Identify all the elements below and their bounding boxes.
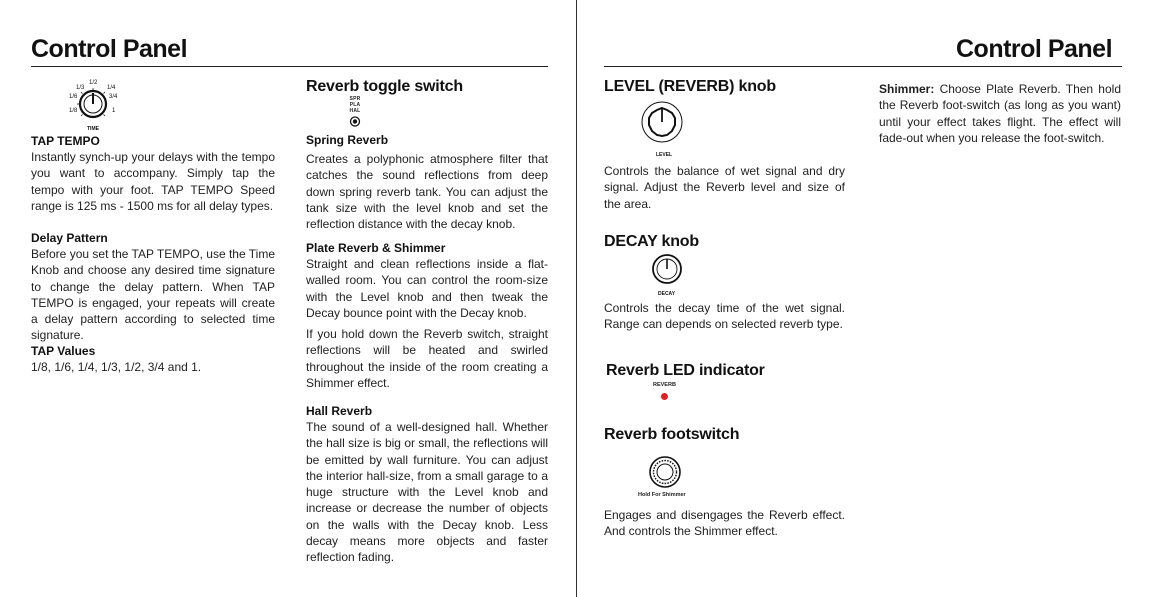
reverb-toggle-switch bbox=[342, 96, 368, 132]
toggle-label-spring: SPR bbox=[349, 96, 361, 102]
left-title-rule bbox=[31, 66, 548, 67]
time-knob-fraction: 1/2 bbox=[89, 80, 98, 86]
right-page-title: Control Panel bbox=[956, 35, 1113, 63]
toggle-label-plate: PLA bbox=[349, 102, 361, 108]
left-page-title: Control Panel bbox=[31, 35, 188, 63]
right-title-rule bbox=[604, 66, 1122, 67]
decay-knob-icon bbox=[650, 252, 688, 298]
time-knob-fraction: 1/3 bbox=[76, 85, 85, 91]
reverb-led-heading: Reverb LED indicator bbox=[606, 362, 765, 379]
shimmer-label: Shimmer: bbox=[879, 82, 935, 96]
footswitch-label: Hold For Shimmer bbox=[638, 492, 686, 498]
time-knob-fraction: 1/6 bbox=[69, 94, 78, 100]
toggle-label-hall: HAL bbox=[349, 108, 361, 114]
reverb-led-indicator bbox=[661, 393, 668, 400]
delay-pattern-heading: Delay Pattern bbox=[31, 231, 108, 245]
tap-tempo-heading: TAP TEMPO bbox=[31, 134, 100, 148]
shimmer-hold-body: If you hold down the Reverb switch, straight reflections will be heated and swirled throughout the inside of the room creating a Shimmer effect. bbox=[306, 327, 548, 390]
footswitch-icon bbox=[644, 455, 688, 493]
decay-knob-body: Controls the decay time of the wet signal. Range can depends on selected reverb type. bbox=[604, 301, 845, 332]
level-knob-label: LEVEL bbox=[656, 152, 673, 158]
hall-reverb-heading: Hall Reverb bbox=[306, 404, 373, 418]
level-knob-heading: LEVEL (REVERB) knob bbox=[604, 78, 776, 95]
level-knob-body: Controls the balance of wet signal and dry signal. Adjust the Reverb level and size of the area. bbox=[604, 164, 845, 211]
time-knob-label: TIME bbox=[87, 126, 99, 132]
time-knob-fraction: 1/8 bbox=[69, 108, 78, 114]
toggle-switch-icon bbox=[342, 116, 368, 127]
time-knob-fraction: 1/4 bbox=[107, 85, 116, 91]
time-knob-icon bbox=[60, 76, 130, 134]
hall-reverb-body: The sound of a well-designed hall. Whether the hall size is big or small, the reflections will be emitted by wall furniture. You can adjust the interior hall-size, from a small garage to a huge structure with the Level knob and increase or decrease the number of objects on the walls with the Decay knob. Less decay means more objects and faster reflection fading. bbox=[306, 420, 548, 565]
spring-reverb-heading: Spring Reverb bbox=[306, 133, 389, 147]
time-knob-fraction: 3/4 bbox=[109, 94, 118, 100]
plate-reverb-heading: Plate Reverb & Shimmer bbox=[306, 241, 446, 255]
footswitch-body: Engages and disengages the Reverb effect. And controls the Shimmer effect. bbox=[604, 508, 845, 539]
plate-reverb-body: Straight and clean reflections inside a flat-walled room. You can control the room-size with the Level knob and then tweak the Decay bounce point with the Decay knob. bbox=[306, 257, 548, 320]
decay-knob-heading: DECAY knob bbox=[604, 233, 699, 250]
decay-knob-label: DECAY bbox=[658, 291, 676, 297]
delay-pattern-body: Before you set the TAP TEMPO, use the Time Knob and choose any desired time signature to change the delay pattern. When TAP TEMPO is engaged, your repeats will create a delay pattern according to selected time signature. bbox=[31, 247, 275, 343]
led-label: REVERB bbox=[653, 382, 676, 388]
shimmer-body: Choose Plate Reverb. Then hold the Reverb foot-switch (as long as you want) until your effect takes flight. The effect will fade-out when you release the foot-switch. bbox=[879, 82, 1121, 145]
reverb-toggle-heading: Reverb toggle switch bbox=[306, 78, 463, 95]
time-knob-fraction: 1 bbox=[112, 108, 116, 114]
reverb-footswitch-heading: Reverb footswitch bbox=[604, 426, 740, 443]
spring-reverb-body: Creates a polyphonic atmosphere filter that catches the sound reflections from deep down spring reverb tank. You can adjust the tank size with the level knob and set the reflection distance with the decay knob. bbox=[306, 152, 548, 232]
tap-values-body: 1/8, 1/6, 1/4, 1/3, 1/2, 3/4 and 1. bbox=[31, 360, 202, 374]
level-knob-icon bbox=[638, 98, 686, 160]
page-divider bbox=[576, 0, 577, 597]
tap-values-heading: TAP Values bbox=[31, 344, 96, 358]
shimmer-paragraph bbox=[879, 81, 1121, 146]
tap-tempo-body: Instantly synch-up your delays with the tempo you want to accompany. Simply tap the tempo with your foot. TAP TEMPO Speed range is 125 ms - 1500 ms for all delay types. bbox=[31, 150, 275, 213]
